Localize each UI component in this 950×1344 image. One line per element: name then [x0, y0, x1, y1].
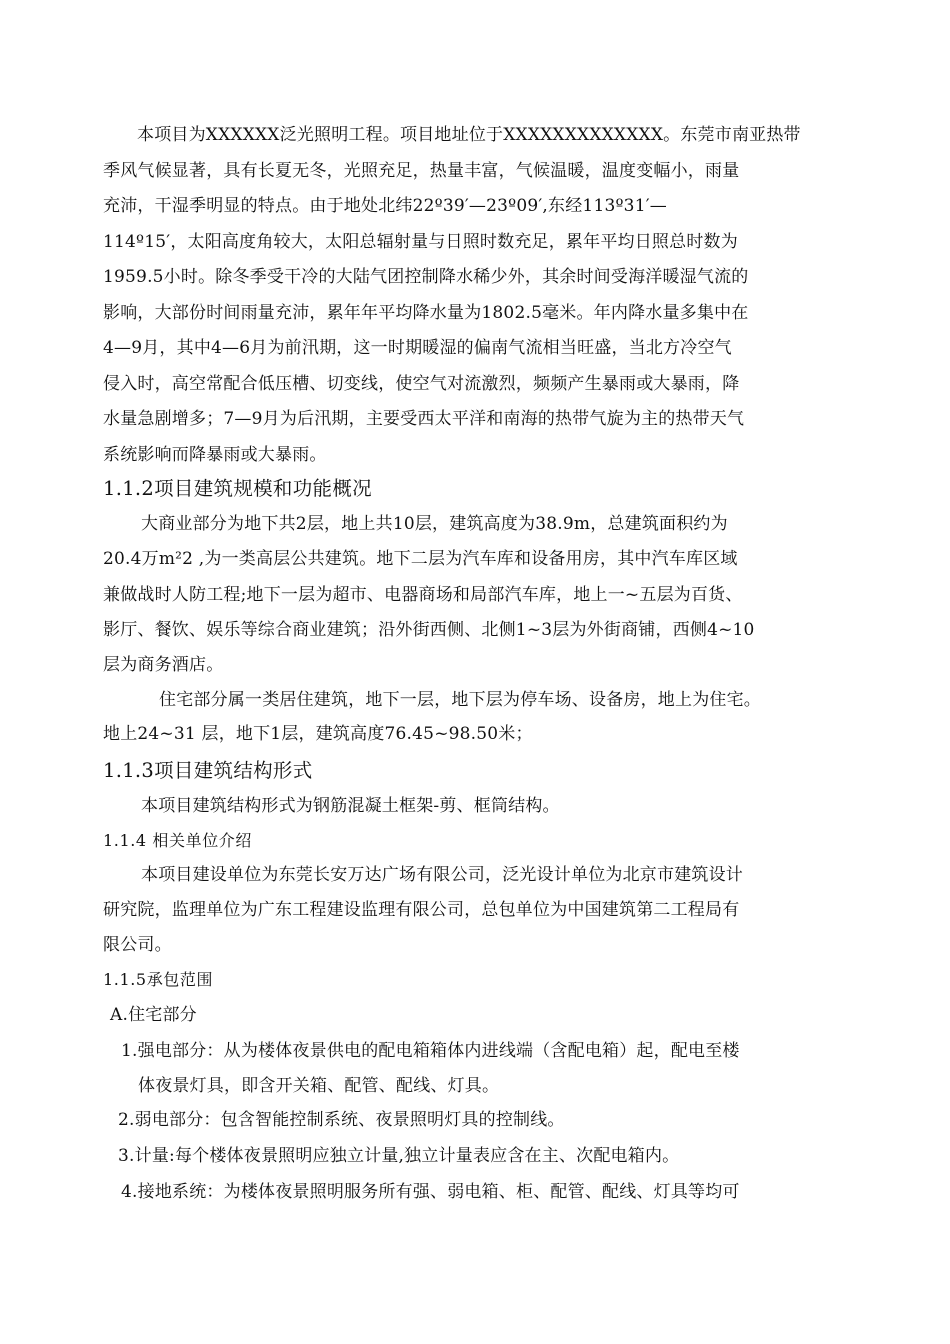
- section-heading-1-1-4: 1.1.4 相关单位介绍: [103, 831, 252, 850]
- intro-line-7: 4—9月，其中4—6月为前汛期，这一时期暖湿的偏南气流相当旺盛，当北方冷空气: [103, 338, 732, 358]
- building-scale-line-1: 大商业部分为地下共2层，地上共10层，建筑高度为38.9m，总建筑面积约为: [141, 514, 728, 534]
- units-line-2: 研究院，监理单位为广东工程建设监理有限公司，总包单位为中国建筑第二工程局有: [103, 900, 740, 920]
- intro-line-3: 充沛，干湿季明显的特点。由于地处北纬22º39′—23º09′,东经113º31′—: [103, 196, 667, 216]
- intro-line-9: 水量急剧增多；7—9月为后汛期，主要受西太平洋和南海的热带气旋为主的热带天气: [103, 409, 745, 429]
- intro-line-8: 侵入时，高空常配合低压槽、切变线，使空气对流激烈，频频产生暴雨或大暴雨，降: [103, 374, 740, 394]
- section-heading-1-1-3: 1.1.3项目建筑结构形式: [103, 759, 313, 782]
- scope-item-2: 2.弱电部分：包含智能控制系统、夜景照明灯具的控制线。: [118, 1110, 565, 1130]
- scope-item-4: 4.接地系统：为楼体夜景照明服务所有强、弱电箱、柜、配管、配线、灯具等均可: [121, 1182, 740, 1202]
- section-heading-1-1-2: 1.1.2项目建筑规模和功能概况: [103, 477, 372, 500]
- intro-line-10: 系统影响而降暴雨或大暴雨。: [103, 445, 327, 465]
- building-scale-line-5: 层为商务酒店。: [103, 655, 224, 675]
- units-line-1: 本项目建设单位为东莞长安万达广场有限公司，泛光设计单位为北京市建筑设计: [141, 865, 743, 885]
- scope-item-1-line-1: 1.强电部分：从为楼体夜景供电的配电箱箱体内进线端（含配电箱）起，配电至楼: [121, 1041, 740, 1061]
- intro-line-6: 影响，大部份时间雨量充沛，累年年平均降水量为1802.5毫米。年内降水量多集中在: [103, 303, 749, 323]
- scope-subheading-residential: A.住宅部分: [110, 1005, 197, 1025]
- building-scale-line-3: 兼做战时人防工程;地下一层为超市、电器商场和局部汽车库，地上一~五层为百货、: [103, 585, 743, 605]
- scope-item-3: 3.计量:每个楼体夜景照明应独立计量,独立计量表应含在主、次配电箱内。: [118, 1146, 680, 1166]
- building-scale-line-4: 影厅、餐饮、娱乐等综合商业建筑；沿外街西侧、北侧1~3层为外街商铺，西侧4~10: [103, 620, 755, 640]
- structure-line: 本项目建筑结构形式为钢筋混凝土框架-剪、框筒结构。: [141, 796, 560, 816]
- building-scale-line-2: 20.4万m²2 ,为一类高层公共建筑。地下二层为汽车库和设备用房，其中汽车库区域: [103, 549, 738, 569]
- scope-item-1-line-2: 体夜景灯具，即含开关箱、配管、配线、灯具。: [138, 1076, 500, 1096]
- intro-line-1: 本项目为XXXXXX泛光照明工程。项目地址位于XXXXXXXXXXXXX。东莞市南亚热带: [137, 125, 801, 145]
- intro-line-5: 1959.5小时。除冬季受干冷的大陆气团控制降水稀少外，其余时间受海洋暖湿气流的: [103, 267, 749, 287]
- intro-line-2: 季风气候显著，具有长夏无冬，光照充足，热量丰富，气候温暖，温度变幅小，雨量: [103, 161, 740, 181]
- residential-line-1: 住宅部分属一类居住建筑，地下一层，地下层为停车场、设备房，地上为住宅。: [159, 690, 761, 710]
- intro-line-4: 114º15′，太阳高度角较大，太阳总辐射量与日照时数充足，累年平均日照总时数为: [103, 232, 738, 252]
- residential-line-2: 地上24~31 层，地下1层，建筑高度76.45~98.50米；: [103, 724, 533, 744]
- units-line-3: 限公司。: [103, 935, 172, 955]
- section-heading-1-1-5: 1.1.5承包范围: [103, 970, 214, 989]
